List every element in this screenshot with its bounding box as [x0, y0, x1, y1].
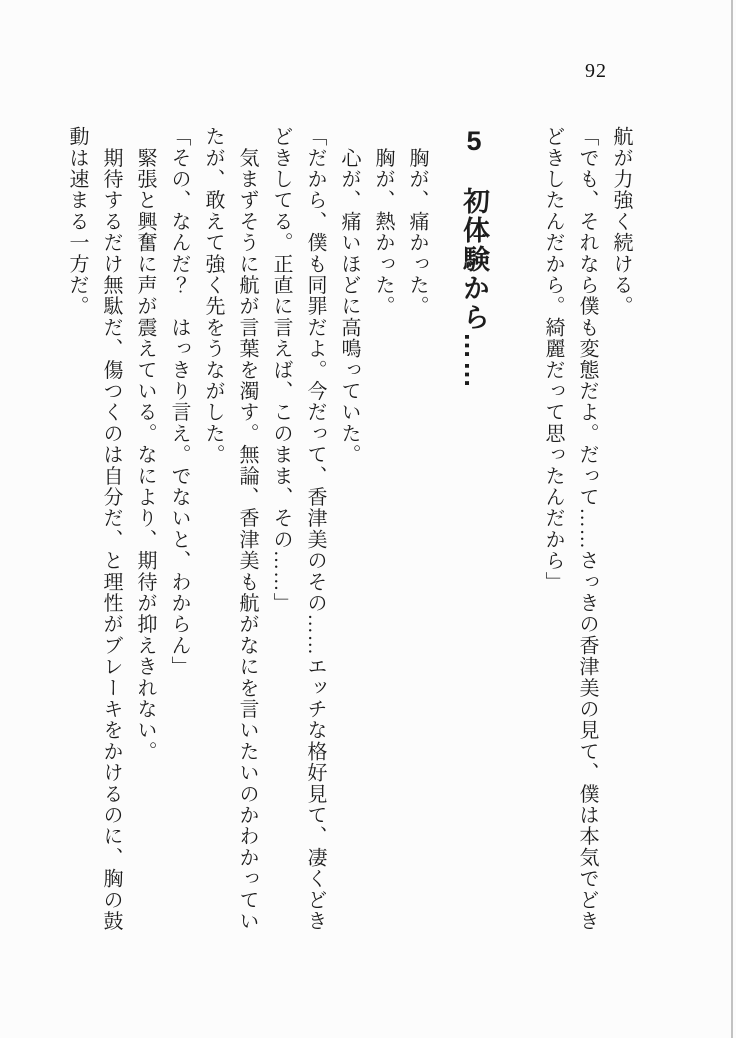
text-line: 気まずそうに航が言葉を濁す。無論、香津美も航がなにを言いたいのかわかってい [236, 126, 258, 932]
text-line: どきしてる。正直に言えば、このまま、その……」 [270, 126, 292, 614]
page-number: 92 [585, 60, 607, 82]
text-line: 「その、なんだ？ はっきり言え。でないと、わからん」 [168, 126, 190, 678]
text-line: たが、敢えて強く先をうながした。 [202, 126, 224, 466]
text-line: 緊張と興奮に声が震えている。なにより、期待が抑えきれない。 [134, 126, 156, 762]
text-line: 「だから、僕も同罪だよ。今だって、香津美のその……エッチな格好見て、凄くどき [304, 126, 326, 932]
text-line: 胸が、熱かった。 [372, 126, 394, 317]
vertical-text-block [60, 126, 638, 944]
text-line: どきしたんだから。綺麗だって思ったんだから」 [542, 126, 564, 593]
page-edge-line [731, 0, 733, 1038]
text-line: 期待するだけ無駄だ、傷つくのは自分だ、と理性がブレーキをかけるのに、胸の鼓 [100, 126, 122, 932]
chapter-number: 5 [459, 126, 489, 158]
text-line: 「でも、それなら僕も変態だよ。だって……さっきの香津美の見て、僕は本気でどき [576, 126, 598, 932]
text-line: 動は速まる一方だ。 [66, 126, 88, 317]
text-line: 航が力強く続ける。 [610, 126, 632, 317]
text-line: 胸が、痛かった。 [406, 126, 428, 317]
text-line: 心が、痛いほどに高鳴っていた。 [338, 126, 360, 466]
chapter-heading: 5 初体験から…… [459, 126, 489, 390]
